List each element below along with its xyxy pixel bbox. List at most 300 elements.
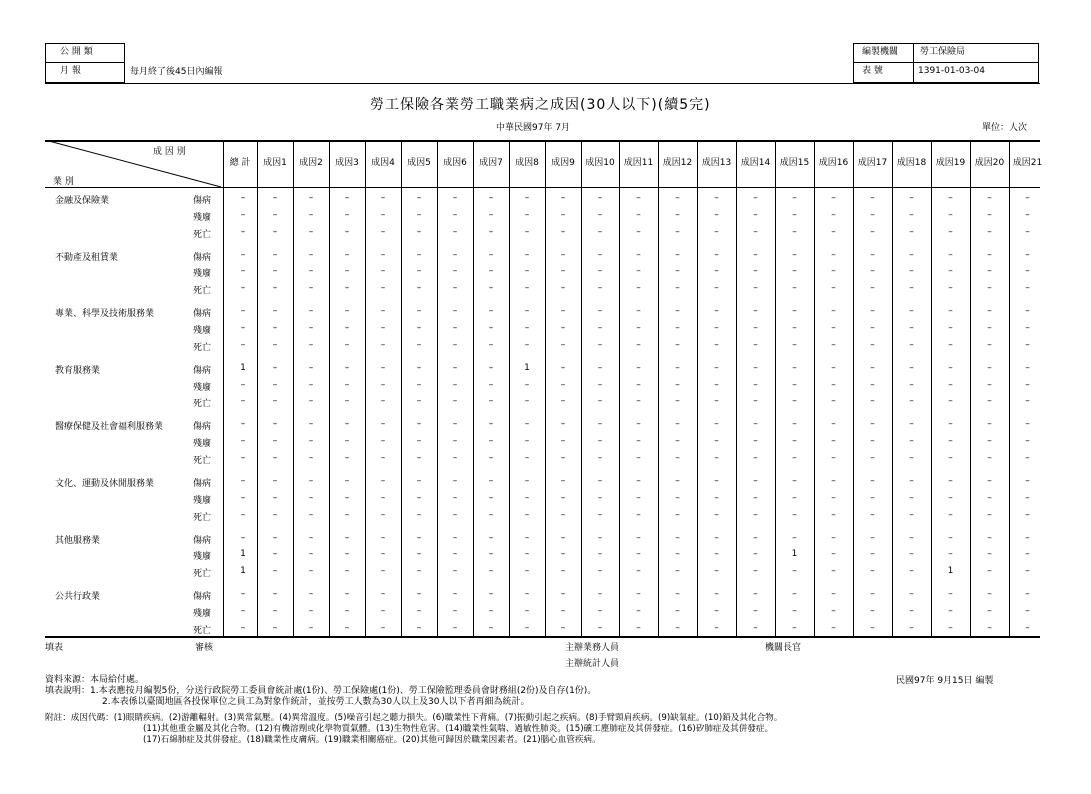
row-type-label: 死亡 bbox=[193, 342, 212, 353]
table-cell: – bbox=[1025, 209, 1030, 220]
table-cell: – bbox=[948, 476, 953, 486]
table-cell: – bbox=[987, 266, 992, 277]
table-cell: – bbox=[714, 193, 719, 203]
table-cell: – bbox=[380, 532, 386, 543]
table-cell: – bbox=[987, 532, 992, 543]
table-cell: – bbox=[948, 396, 953, 407]
table-cell: – bbox=[909, 566, 914, 577]
table-cell: – bbox=[524, 283, 530, 294]
page-title: 勞工保險各業勞工職業病之成因(30人以下)(續5完) bbox=[370, 97, 711, 113]
table-cell: – bbox=[272, 549, 278, 560]
column-header: 成因19 bbox=[935, 158, 966, 168]
table-cell: – bbox=[560, 379, 566, 390]
table-cell: – bbox=[416, 323, 422, 333]
table-cell: – bbox=[714, 266, 719, 277]
table-cell: – bbox=[452, 509, 458, 520]
table-cell: – bbox=[675, 589, 680, 600]
row-type-label: 傷病 bbox=[193, 365, 212, 376]
table-cell: – bbox=[272, 249, 278, 260]
table-cell: – bbox=[987, 436, 992, 447]
table-cell: – bbox=[308, 532, 314, 543]
instruction-2: 2.本表係以臺閩地區各投保單位之員工為對象作統計，並按勞工人數為30人以上及30人以下者再細為統計。 bbox=[102, 697, 530, 707]
table-cell: – bbox=[560, 492, 566, 503]
table-cell: – bbox=[987, 396, 992, 407]
table-cell: – bbox=[488, 622, 494, 633]
table-cell: – bbox=[636, 476, 641, 486]
table-cell: – bbox=[987, 419, 992, 430]
table-cell: – bbox=[597, 193, 603, 203]
divider bbox=[913, 43, 914, 83]
table-cell: – bbox=[948, 622, 953, 633]
table-cell: – bbox=[675, 476, 680, 486]
industry-label: 金融及保險業 bbox=[55, 196, 110, 206]
table-cell: – bbox=[636, 589, 641, 600]
table-cell: – bbox=[597, 622, 603, 633]
table-cell: – bbox=[987, 453, 992, 463]
table-cell: – bbox=[344, 306, 350, 317]
table-cell: – bbox=[597, 436, 603, 447]
table-cell: – bbox=[452, 419, 458, 430]
public-class-label: 公 開 類 bbox=[60, 47, 93, 57]
industry-label: 其他服務業 bbox=[55, 535, 101, 546]
table-cell: – bbox=[560, 549, 566, 560]
unit-label: 單位：人次 bbox=[982, 123, 1028, 133]
table-cell: – bbox=[1025, 566, 1030, 577]
table-cell: – bbox=[636, 379, 641, 390]
table-cell: – bbox=[240, 209, 246, 220]
table-cell: – bbox=[344, 566, 350, 577]
table-cell: – bbox=[560, 226, 566, 237]
row-type-label: 傷病 bbox=[193, 309, 212, 320]
table-cell: – bbox=[524, 589, 530, 600]
row-type-label: 死亡 bbox=[193, 399, 212, 410]
table-cell: – bbox=[987, 193, 992, 203]
table-cell: – bbox=[240, 226, 246, 237]
table-cell: – bbox=[870, 283, 875, 294]
row-type-label: 傷病 bbox=[193, 422, 212, 433]
table-cell: – bbox=[909, 396, 914, 407]
table-cell: – bbox=[272, 362, 278, 373]
table-cell: – bbox=[488, 509, 494, 520]
table-cell: – bbox=[870, 509, 875, 520]
table-cell: – bbox=[870, 249, 875, 260]
table-cell: – bbox=[416, 606, 422, 616]
table-cell: – bbox=[272, 566, 278, 577]
table-cell: – bbox=[870, 549, 875, 560]
table-cell: – bbox=[714, 209, 719, 220]
compiling-agency-label: 編製機關 bbox=[862, 47, 899, 57]
table-cell: – bbox=[870, 566, 875, 577]
table-cell: – bbox=[1025, 283, 1030, 294]
table-cell: – bbox=[308, 606, 314, 616]
table-cell: – bbox=[948, 549, 953, 560]
column-header: 成因14 bbox=[740, 158, 771, 168]
table-cell: – bbox=[675, 566, 680, 577]
table-cell: – bbox=[452, 606, 458, 616]
table-cell: – bbox=[344, 419, 350, 430]
table-cell: – bbox=[344, 339, 350, 350]
table-cell: – bbox=[380, 476, 386, 486]
table-cell: – bbox=[272, 209, 278, 220]
table-cell: – bbox=[308, 209, 314, 220]
table-cell: – bbox=[380, 283, 386, 294]
table-cell: – bbox=[240, 492, 246, 503]
table-cell: – bbox=[948, 606, 953, 616]
table-cell: – bbox=[488, 226, 494, 237]
table-cell: – bbox=[753, 476, 758, 486]
table-cell: – bbox=[452, 549, 458, 560]
table-cell: – bbox=[488, 532, 494, 543]
table-cell: – bbox=[380, 323, 386, 333]
table-cell: – bbox=[870, 396, 875, 407]
table-cell: – bbox=[344, 209, 350, 220]
table-cell: – bbox=[792, 509, 797, 520]
table-cell: – bbox=[792, 283, 797, 294]
table-cell: – bbox=[909, 209, 914, 220]
table-cell: – bbox=[1025, 193, 1030, 203]
table-cell: – bbox=[987, 622, 992, 633]
table-cell: – bbox=[344, 622, 350, 633]
table-cell: – bbox=[416, 362, 422, 373]
table-cell: – bbox=[380, 606, 386, 616]
table-cell: – bbox=[909, 606, 914, 616]
table-cell: – bbox=[597, 419, 603, 430]
table-cell: – bbox=[1025, 606, 1030, 616]
table-cell: – bbox=[987, 549, 992, 560]
table-cell: – bbox=[416, 476, 422, 486]
compile-date: 民國97年 9月15日 編製 bbox=[896, 676, 994, 686]
table-cell: – bbox=[416, 226, 422, 237]
table-cell: – bbox=[560, 193, 566, 203]
table-cell: – bbox=[909, 476, 914, 486]
table-cell: 1 bbox=[524, 362, 530, 373]
industry-label: 醫療保健及社會福利服務業 bbox=[55, 422, 164, 433]
table-cell: – bbox=[240, 193, 246, 203]
table-cell: – bbox=[416, 509, 422, 520]
column-divider bbox=[931, 140, 932, 636]
row-type-label: 傷病 bbox=[193, 592, 212, 603]
table-number-value: 1391-01-03-04 bbox=[918, 66, 986, 76]
table-cell: – bbox=[488, 362, 494, 373]
row-type-label: 死亡 bbox=[193, 229, 212, 240]
table-cell: – bbox=[488, 453, 494, 463]
table-cell: – bbox=[524, 476, 530, 486]
row-type-label: 殘廢 bbox=[193, 495, 212, 506]
table-cell: – bbox=[416, 379, 422, 390]
table-cell: – bbox=[714, 509, 719, 520]
table-cell: – bbox=[416, 193, 422, 203]
table-cell: – bbox=[792, 379, 797, 390]
table-cell: – bbox=[380, 226, 386, 237]
table-cell: – bbox=[675, 193, 680, 203]
table-cell: – bbox=[560, 436, 566, 447]
table-cell: – bbox=[560, 566, 566, 577]
table-cell: – bbox=[636, 622, 641, 633]
table-cell: – bbox=[675, 419, 680, 430]
column-divider bbox=[814, 140, 815, 636]
table-cell: – bbox=[870, 209, 875, 220]
table-cell: – bbox=[452, 622, 458, 633]
table-cell: 1 bbox=[240, 362, 246, 373]
column-divider bbox=[853, 140, 854, 636]
row-type-label: 殘廢 bbox=[193, 439, 212, 450]
table-cell: – bbox=[792, 226, 797, 237]
table-cell: – bbox=[792, 492, 797, 503]
table-cell: – bbox=[308, 226, 314, 237]
data-table bbox=[45, 140, 1043, 638]
table-cell: – bbox=[987, 566, 992, 577]
table-cell: – bbox=[948, 362, 953, 373]
table-cell: – bbox=[308, 476, 314, 486]
table-cell: – bbox=[344, 283, 350, 294]
table-cell: – bbox=[675, 436, 680, 447]
table-cell: – bbox=[831, 209, 836, 220]
table-cell: – bbox=[753, 193, 758, 203]
table-cell: – bbox=[792, 266, 797, 277]
table-cell: – bbox=[597, 362, 603, 373]
table-cell: – bbox=[948, 193, 953, 203]
table-cell: – bbox=[675, 283, 680, 294]
table-cell: – bbox=[416, 589, 422, 600]
table-cell: – bbox=[675, 362, 680, 373]
table-cell: – bbox=[1025, 622, 1030, 633]
table-cell: – bbox=[792, 306, 797, 317]
table-cell: – bbox=[987, 606, 992, 616]
table-cell: – bbox=[675, 492, 680, 503]
column-header: 成因2 bbox=[299, 158, 323, 168]
column-divider bbox=[775, 140, 776, 636]
table-cell: – bbox=[909, 622, 914, 633]
table-cell: – bbox=[636, 306, 641, 317]
table-cell: – bbox=[308, 283, 314, 294]
table-cell: – bbox=[597, 589, 603, 600]
table-cell: – bbox=[909, 249, 914, 260]
table-cell: – bbox=[636, 436, 641, 447]
main-stat-label: 主辦統計人員 bbox=[565, 659, 620, 669]
table-cell: – bbox=[987, 589, 992, 600]
table-cell: – bbox=[987, 476, 992, 486]
column-divider bbox=[365, 140, 366, 636]
table-cell: – bbox=[308, 419, 314, 430]
table-cell: – bbox=[948, 323, 953, 333]
table-cell: – bbox=[380, 379, 386, 390]
table-cell: – bbox=[675, 306, 680, 317]
table-cell: – bbox=[831, 362, 836, 373]
table-cell: – bbox=[524, 249, 530, 260]
column-header: 總 計 bbox=[229, 158, 251, 168]
table-cell: – bbox=[488, 566, 494, 577]
table-cell: – bbox=[524, 266, 530, 277]
table-bottom-border bbox=[45, 636, 1040, 638]
table-cell: – bbox=[753, 362, 758, 373]
table-cell: – bbox=[909, 549, 914, 560]
table-cell: – bbox=[909, 379, 914, 390]
table-cell: – bbox=[714, 323, 719, 333]
table-cell: – bbox=[416, 306, 422, 317]
table-cell: 1 bbox=[947, 566, 954, 577]
table-cell: – bbox=[272, 606, 278, 616]
table-cell: – bbox=[380, 396, 386, 407]
table-cell: – bbox=[452, 226, 458, 237]
table-cell: – bbox=[948, 492, 953, 503]
table-cell: – bbox=[452, 453, 458, 463]
table-cell: – bbox=[792, 589, 797, 600]
table-cell: – bbox=[452, 362, 458, 373]
table-cell: – bbox=[597, 283, 603, 294]
table-cell: – bbox=[488, 193, 494, 203]
table-cell: – bbox=[714, 453, 719, 463]
table-cell: – bbox=[636, 532, 641, 543]
table-cell: – bbox=[524, 323, 530, 333]
row-type-label: 死亡 bbox=[193, 286, 212, 297]
table-cell: – bbox=[792, 436, 797, 447]
column-divider bbox=[329, 140, 330, 636]
table-cell: – bbox=[753, 492, 758, 503]
table-cell: – bbox=[870, 379, 875, 390]
table-cell: – bbox=[792, 566, 797, 577]
row-type-label: 死亡 bbox=[193, 512, 212, 523]
table-cell: – bbox=[560, 419, 566, 430]
table-cell: – bbox=[416, 492, 422, 503]
table-cell: – bbox=[870, 266, 875, 277]
table-cell: – bbox=[452, 436, 458, 447]
table-cell: – bbox=[909, 453, 914, 463]
row-type-label: 殘廢 bbox=[193, 382, 212, 393]
table-cell: – bbox=[909, 509, 914, 520]
table-cell: – bbox=[870, 476, 875, 486]
column-divider bbox=[1009, 140, 1010, 636]
column-divider bbox=[223, 140, 224, 636]
table-cell: – bbox=[452, 283, 458, 294]
table-cell: – bbox=[987, 492, 992, 503]
table-cell: – bbox=[1025, 396, 1030, 407]
table-cell: – bbox=[416, 549, 422, 560]
table-cell: – bbox=[714, 339, 719, 350]
table-cell: – bbox=[636, 283, 641, 294]
table-cell: – bbox=[909, 492, 914, 503]
industry-label: 不動產及租賃業 bbox=[55, 252, 119, 263]
table-cell: – bbox=[597, 339, 603, 350]
table-cell: – bbox=[344, 362, 350, 373]
table-cell: – bbox=[240, 379, 246, 390]
table-cell: – bbox=[560, 306, 566, 317]
table-cell: – bbox=[675, 249, 680, 260]
table-cell: – bbox=[524, 532, 530, 543]
table-cell: – bbox=[416, 566, 422, 577]
column-header: 成因6 bbox=[443, 158, 467, 168]
table-number-label: 表 號 bbox=[862, 66, 883, 76]
top-rule bbox=[45, 83, 1040, 84]
table-cell: – bbox=[344, 436, 350, 447]
table-cell: – bbox=[870, 622, 875, 633]
table-cell: – bbox=[597, 532, 603, 543]
table-cell: – bbox=[560, 209, 566, 220]
column-header: 成因15 bbox=[779, 158, 810, 168]
table-cell: – bbox=[675, 396, 680, 407]
table-cell: – bbox=[488, 436, 494, 447]
table-cell: – bbox=[597, 476, 603, 486]
monthly-label: 月 報 bbox=[60, 66, 81, 76]
table-cell: – bbox=[831, 266, 836, 277]
table-cell: – bbox=[308, 396, 314, 407]
table-cell: – bbox=[524, 396, 530, 407]
table-cell: – bbox=[240, 396, 246, 407]
table-cell: – bbox=[714, 396, 719, 407]
table-cell: – bbox=[870, 532, 875, 543]
table-cell: – bbox=[272, 509, 278, 520]
column-divider bbox=[658, 140, 659, 636]
divider bbox=[45, 62, 125, 63]
table-cell: – bbox=[948, 226, 953, 237]
table-cell: – bbox=[948, 436, 953, 447]
table-cell: – bbox=[344, 379, 350, 390]
table-cell: – bbox=[753, 566, 758, 577]
table-cell: – bbox=[1025, 532, 1030, 543]
table-cell: – bbox=[560, 509, 566, 520]
table-cell: – bbox=[488, 379, 494, 390]
table-cell: – bbox=[308, 379, 314, 390]
table-cell: – bbox=[524, 606, 530, 616]
table-cell: – bbox=[870, 453, 875, 463]
table-cell: – bbox=[488, 606, 494, 616]
table-cell: – bbox=[1025, 323, 1030, 333]
table-cell: – bbox=[792, 476, 797, 486]
table-cell: – bbox=[870, 419, 875, 430]
table-cell: – bbox=[948, 283, 953, 294]
column-header: 成因3 bbox=[335, 158, 359, 168]
table-cell: – bbox=[987, 249, 992, 260]
table-cell: – bbox=[272, 476, 278, 486]
table-cell: – bbox=[714, 492, 719, 503]
table-cell: – bbox=[524, 549, 530, 560]
table-cell: – bbox=[240, 249, 246, 260]
industry-label: 教育服務業 bbox=[55, 365, 101, 376]
column-header: 成因1 bbox=[263, 158, 287, 168]
table-cell: – bbox=[948, 209, 953, 220]
table-cell: – bbox=[753, 283, 758, 294]
table-cell: – bbox=[308, 492, 314, 503]
table-cell: – bbox=[416, 283, 422, 294]
table-cell: – bbox=[909, 283, 914, 294]
table-cell: – bbox=[452, 249, 458, 260]
table-cell: – bbox=[524, 509, 530, 520]
table-cell: – bbox=[488, 306, 494, 317]
table-cell: – bbox=[1025, 476, 1030, 486]
table-cell: – bbox=[675, 339, 680, 350]
table-cell: – bbox=[272, 283, 278, 294]
table-cell: – bbox=[308, 566, 314, 577]
table-cell: – bbox=[675, 266, 680, 277]
table-cell: – bbox=[636, 509, 641, 520]
table-cell: – bbox=[272, 306, 278, 317]
table-cell: – bbox=[675, 622, 680, 633]
row-type-label: 殘廢 bbox=[193, 609, 212, 619]
table-cell: – bbox=[636, 323, 641, 333]
table-cell: – bbox=[488, 283, 494, 294]
table-cell: – bbox=[308, 249, 314, 260]
table-cell: – bbox=[380, 622, 386, 633]
table-cell: – bbox=[524, 193, 530, 203]
table-cell: – bbox=[831, 226, 836, 237]
column-divider bbox=[293, 140, 294, 636]
table-cell: – bbox=[524, 419, 530, 430]
table-cell: – bbox=[308, 509, 314, 520]
table-cell: – bbox=[272, 226, 278, 237]
column-divider bbox=[581, 140, 582, 636]
table-cell: – bbox=[488, 589, 494, 600]
table-cell: – bbox=[1025, 589, 1030, 600]
table-cell: – bbox=[452, 193, 458, 203]
